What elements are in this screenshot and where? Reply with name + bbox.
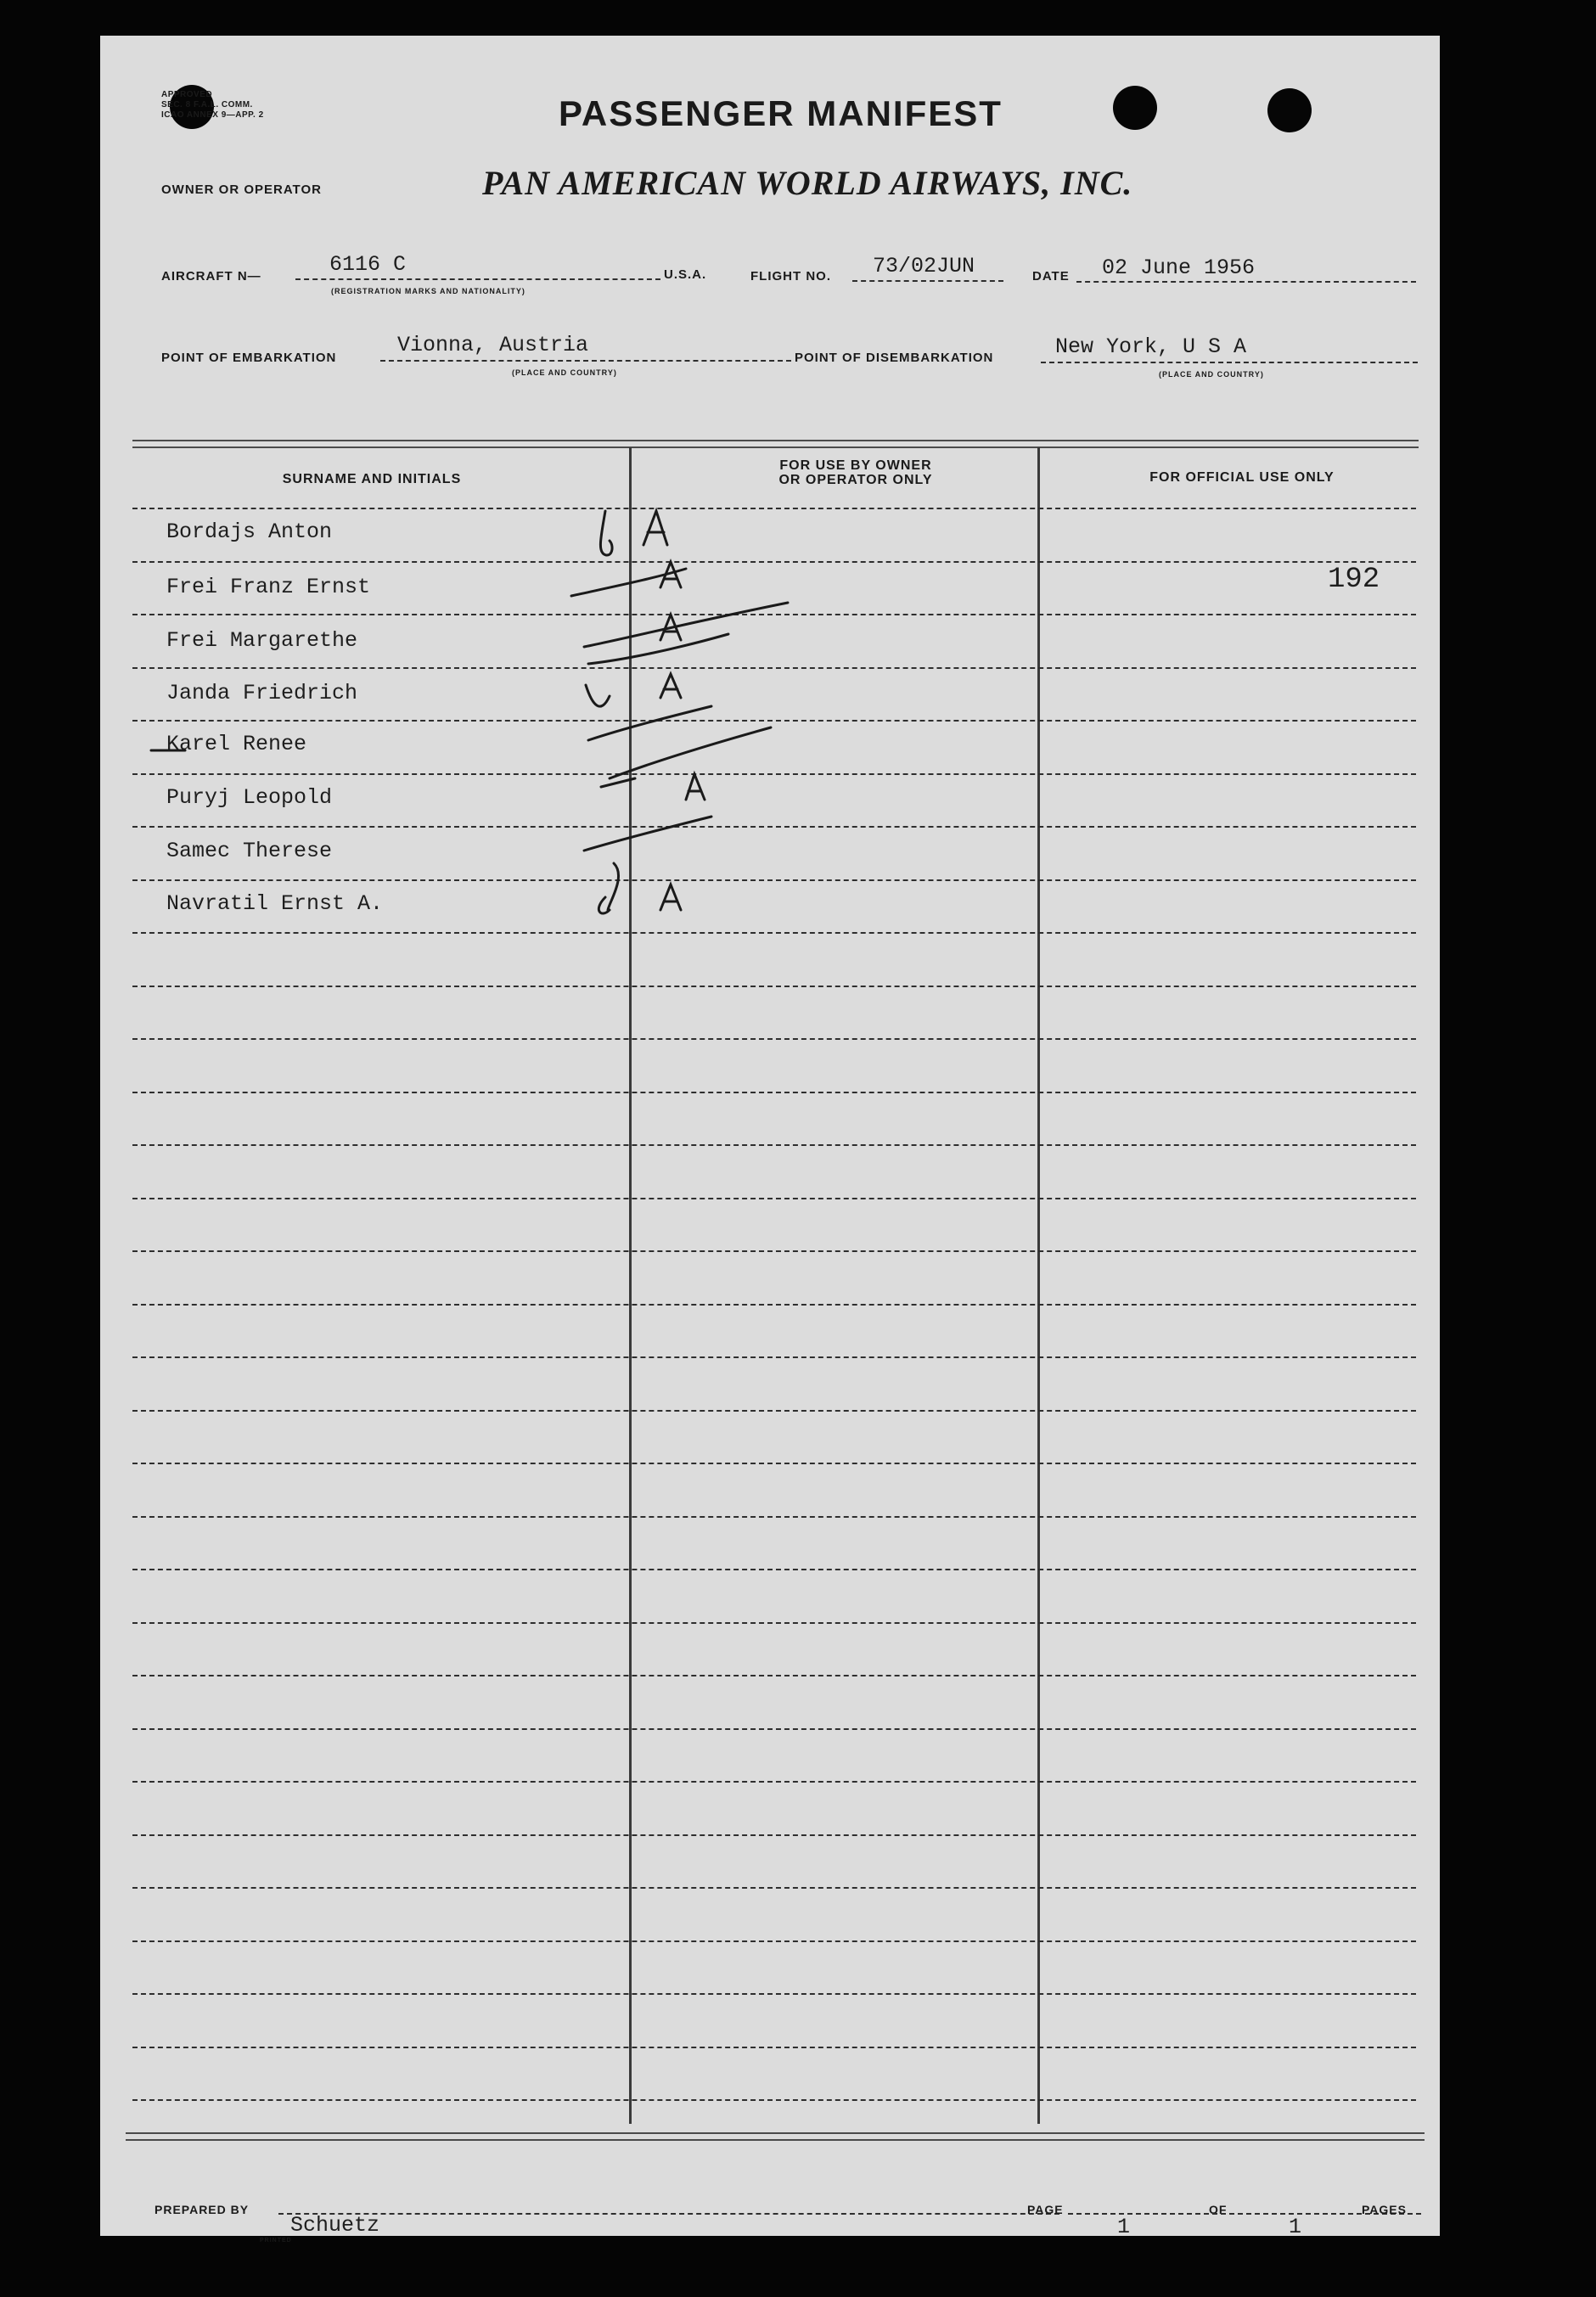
- owner-use-line: OR OPERATOR ONLY: [778, 473, 933, 487]
- table-bottom-rule: [126, 2139, 1425, 2141]
- passenger-name: Navratil Ernst A.: [166, 891, 384, 916]
- pages-label: PAGES: [1362, 2203, 1407, 2216]
- manifest-page: [100, 36, 1440, 2244]
- aircraft-country: U.S.A.: [664, 267, 707, 282]
- of-value: 1: [1289, 2215, 1302, 2239]
- passenger-name: Puryj Leopold: [166, 785, 333, 810]
- owner-label: OWNER OR OPERATOR: [161, 183, 322, 197]
- disembarkation-label: POINT OF DISEMBARKATION: [795, 351, 994, 365]
- embarkation-caption: (PLACE AND COUNTRY): [512, 368, 617, 377]
- disembarkation-caption: (PLACE AND COUNTRY): [1159, 370, 1264, 379]
- passenger-name: Bordajs Anton: [166, 519, 333, 544]
- page-value: 1: [1117, 2215, 1131, 2239]
- approval-line: APPROVED: [161, 90, 213, 99]
- approval-line: ICAO ANNEX 9—APP. 2: [161, 110, 264, 120]
- official-note: 192: [1328, 564, 1380, 596]
- column-header-official-use: FOR OFFICIAL USE ONLY: [1149, 470, 1335, 485]
- prepared-by-line: [278, 2213, 1059, 2215]
- owner-use-line: FOR USE BY OWNER: [779, 458, 932, 473]
- embarkation-label: POINT OF EMBARKATION: [161, 351, 337, 365]
- aircraft-label: AIRCRAFT N—: [161, 269, 261, 284]
- of-label: OF: [1209, 2203, 1228, 2216]
- embarkation-value: Vionna, Austria: [397, 333, 589, 357]
- passenger-name: Janda Friedrich: [166, 681, 358, 705]
- prepared-by-value: Schuetz: [290, 2213, 380, 2238]
- aircraft-value: 6116 C: [329, 252, 407, 277]
- approval-line: SEC. 8 F.A.L. COMM.: [161, 100, 253, 110]
- flight-label: FLIGHT NO.: [750, 269, 831, 284]
- column-header-surname: SURNAME AND INITIALS: [282, 472, 462, 486]
- flight-value: 73/02JUN: [873, 254, 975, 278]
- table-bottom-rule: [126, 2132, 1425, 2134]
- passenger-name: Frei Margarethe: [166, 628, 358, 653]
- page-label: PAGE: [1027, 2203, 1064, 2216]
- date-label: DATE: [1032, 269, 1070, 284]
- disembarkation-value: New York, U S A: [1055, 334, 1247, 359]
- aircraft-caption: (REGISTRATION MARKS AND NATIONALITY): [331, 287, 525, 295]
- handwritten-check-marks: [100, 36, 1440, 2236]
- prepared-by-label: PREPARED BY: [155, 2203, 250, 2216]
- operator-name: PAN AMERICAN WORLD AIRWAYS, INC.: [482, 164, 1133, 202]
- date-value: 02 June 1956: [1102, 256, 1256, 280]
- printed-label: PRINTED: [260, 2238, 292, 2244]
- passenger-name: Karel Renee: [166, 732, 307, 756]
- passenger-name: Frei Franz Ernst: [166, 575, 371, 599]
- page-title: PASSENGER MANIFEST: [559, 93, 1003, 133]
- passenger-name: Samec Therese: [166, 839, 333, 863]
